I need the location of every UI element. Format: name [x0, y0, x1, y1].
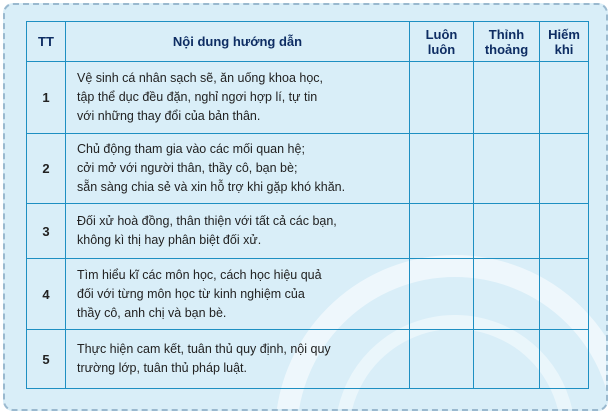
activity-card — [3, 3, 608, 411]
row-number: 2 — [27, 134, 66, 204]
row-content: Chủ động tham gia vào các mối quan hệ; cởi mở với người thân, thầy cô, bạn bè; sẵn sàng chia sẻ và xin hỗ trợ khi gặp khó khăn. — [66, 134, 410, 204]
row-number: 4 — [27, 259, 66, 330]
guidance-table — [26, 21, 589, 389]
cell-rarely[interactable] — [540, 204, 589, 259]
row-content: Thực hiện cam kết, tuân thủ quy định, nội quy trường lớp, tuân thủ pháp luật. — [66, 330, 410, 389]
table-row — [27, 259, 589, 330]
row-content: Vệ sinh cá nhân sạch sẽ, ăn uống khoa học, tập thể dục đều đặn, nghỉ ngơi hợp lí, tự tin với những thay đổi của bản thân. — [66, 62, 410, 134]
cell-rarely[interactable] — [540, 134, 589, 204]
cell-sometimes[interactable] — [474, 330, 540, 389]
cell-rarely[interactable] — [540, 259, 589, 330]
cell-sometimes[interactable] — [474, 134, 540, 204]
cell-rarely[interactable] — [540, 330, 589, 389]
table-header-row — [27, 22, 589, 62]
header-rarely: Hiếm khi — [540, 22, 589, 62]
header-content: Nội dung hướng dẫn — [66, 22, 410, 62]
cell-always[interactable] — [410, 204, 474, 259]
cell-sometimes[interactable] — [474, 259, 540, 330]
cell-sometimes[interactable] — [474, 62, 540, 134]
cell-sometimes[interactable] — [474, 204, 540, 259]
row-number: 5 — [27, 330, 66, 389]
table-row — [27, 134, 589, 204]
table-row — [27, 204, 589, 259]
header-sometimes: Thỉnh thoảng — [474, 22, 540, 62]
cell-always[interactable] — [410, 62, 474, 134]
table-row — [27, 62, 589, 134]
header-always: Luôn luôn — [410, 22, 474, 62]
row-number: 1 — [27, 62, 66, 134]
row-number: 3 — [27, 204, 66, 259]
cell-always[interactable] — [410, 259, 474, 330]
row-content: Đối xử hoà đồng, thân thiện với tất cả các bạn, không kì thị hay phân biệt đối xử. — [66, 204, 410, 259]
row-content: Tìm hiểu kĩ các môn học, cách học hiệu quả đối với từng môn học từ kinh nghiệm của thầy cô, anh chị và bạn bè. — [66, 259, 410, 330]
header-tt: TT — [27, 22, 66, 62]
cell-rarely[interactable] — [540, 62, 589, 134]
cell-always[interactable] — [410, 330, 474, 389]
table-row — [27, 330, 589, 389]
cell-always[interactable] — [410, 134, 474, 204]
